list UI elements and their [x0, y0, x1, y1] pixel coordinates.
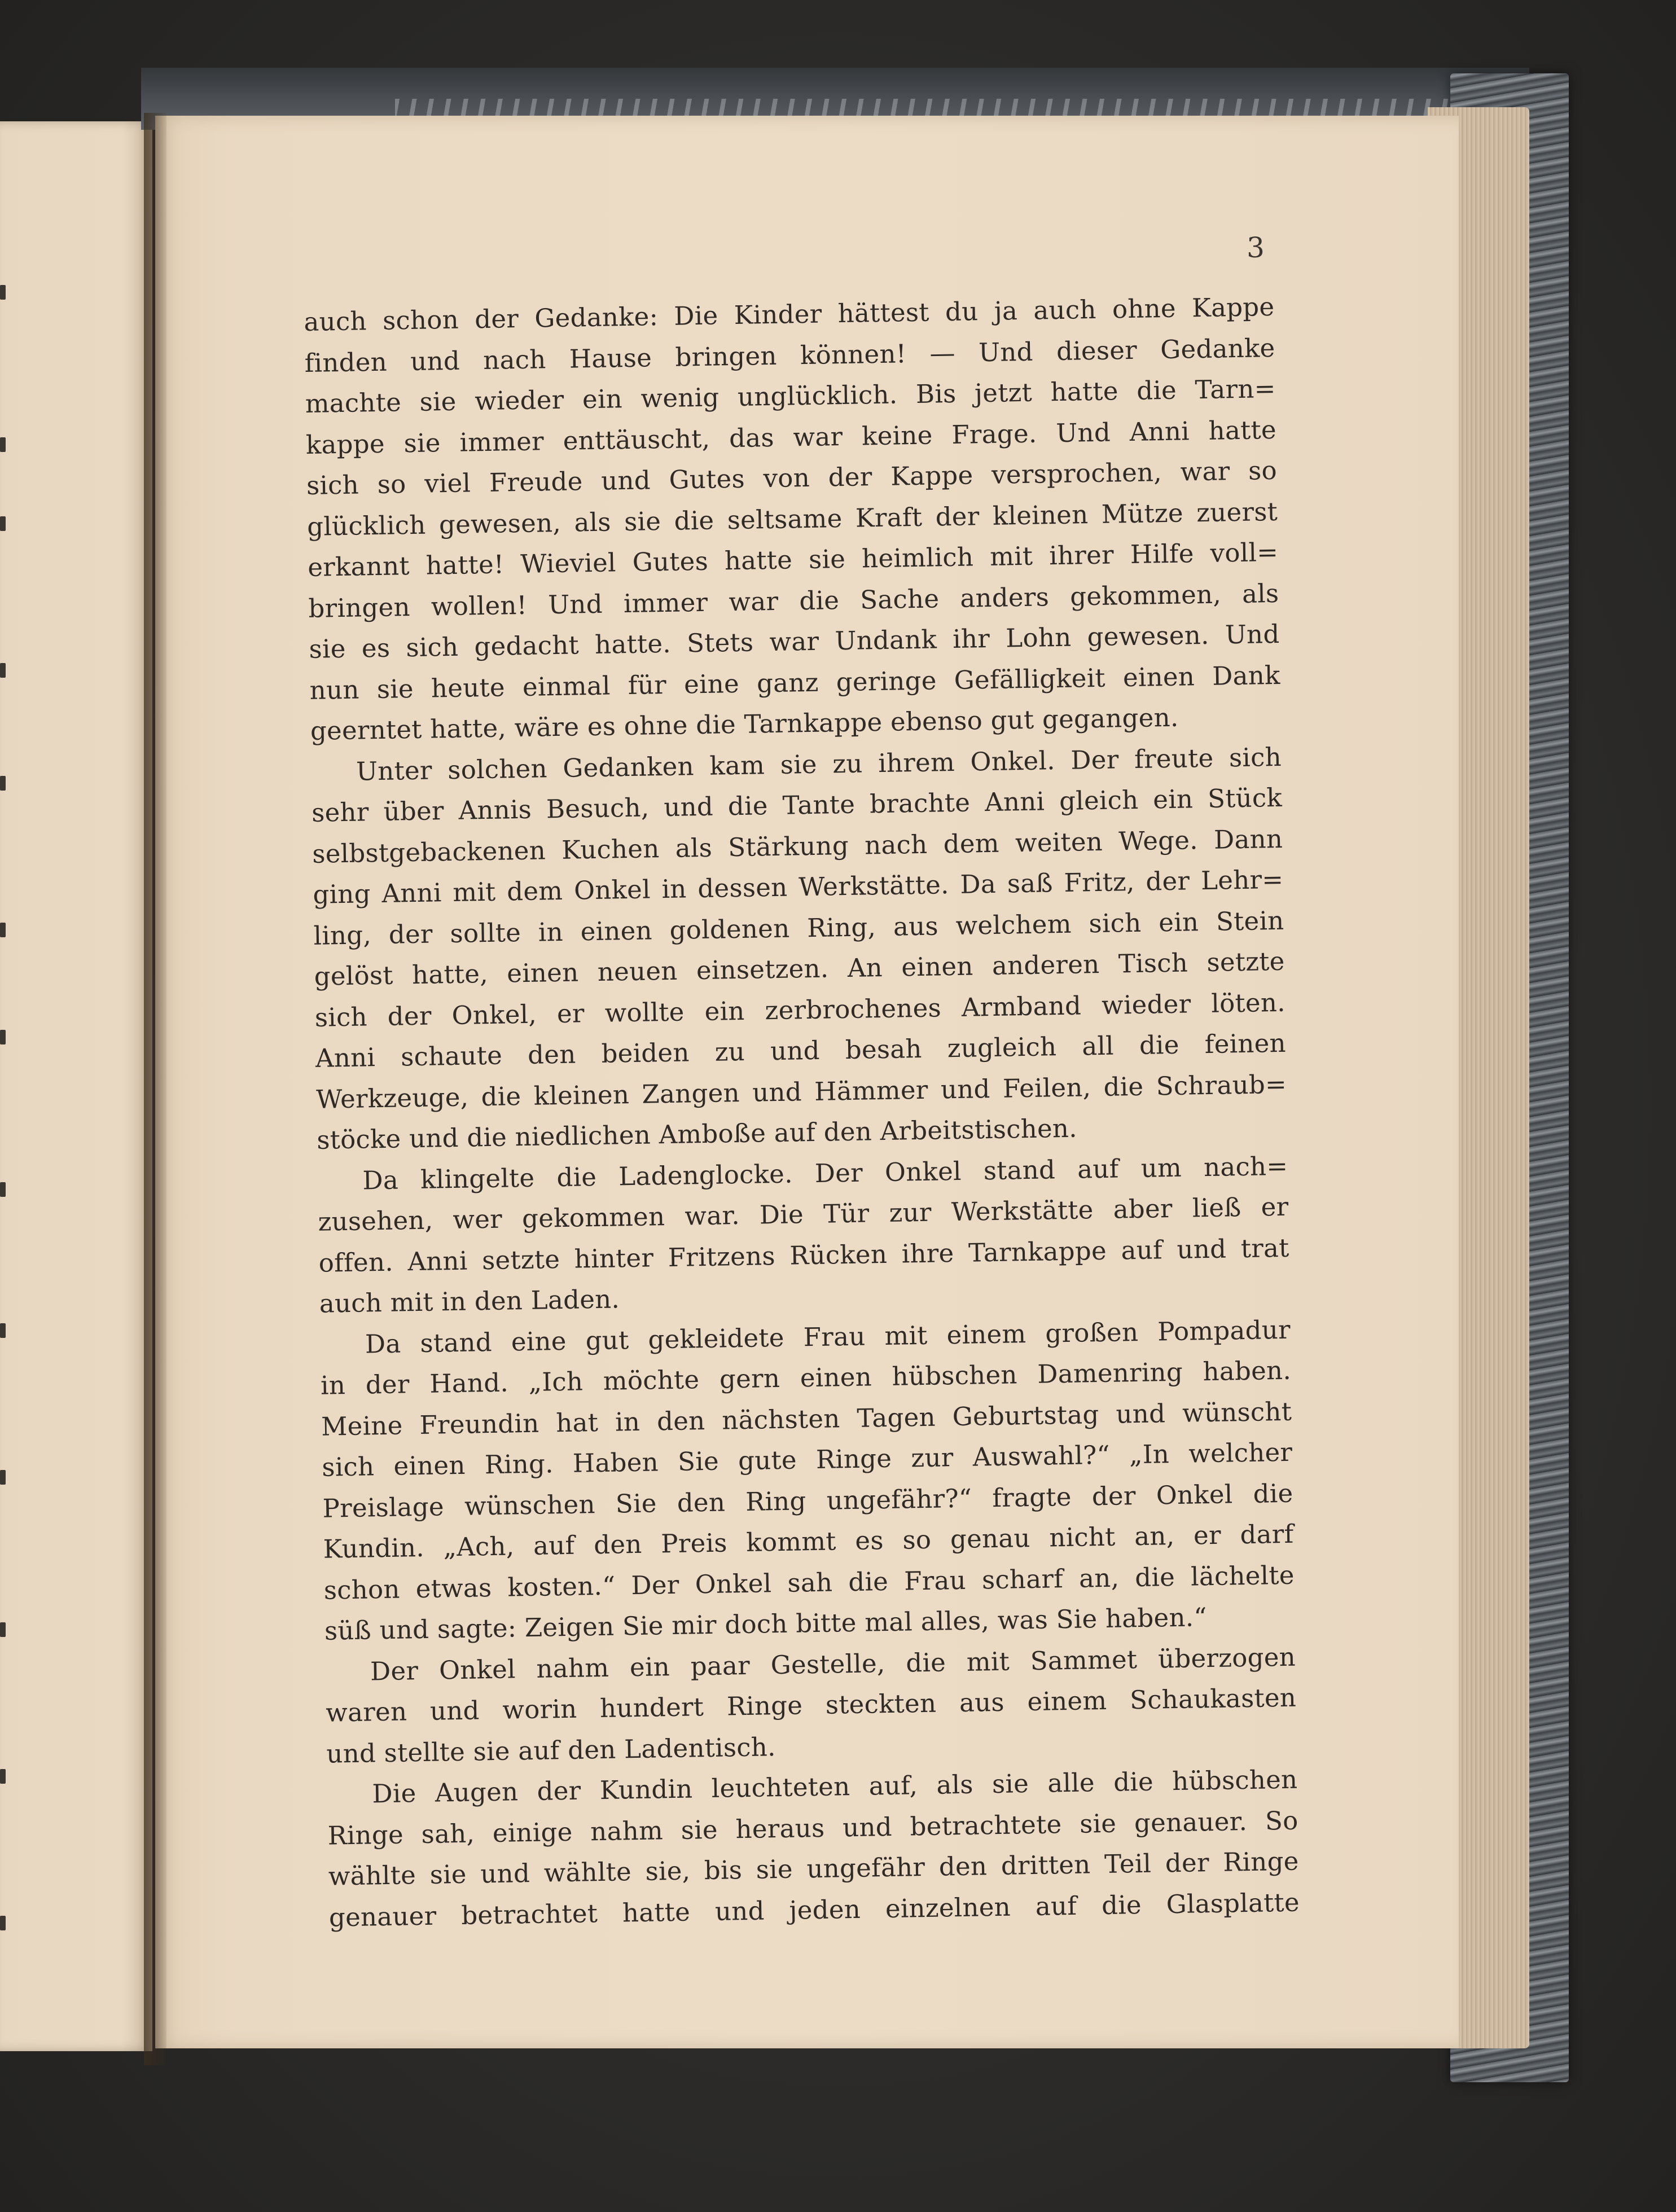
text-line: auch schon der Gedanke: Die Kinder hättest du ja auch ohne Kappe	[304, 291, 1275, 337]
text-line: Da stand eine gut gekleidete Frau mit einem großen Pompadur	[365, 1314, 1291, 1359]
edge-mark	[0, 516, 6, 531]
edge-mark	[0, 437, 6, 452]
text-line: auch mit in den Laden.	[319, 1284, 620, 1319]
text-line: sich der Onkel, er wollte ein zerbrochenes Armband wieder löten.	[314, 987, 1286, 1033]
text-line: sie es sich gedacht hatte. Stets war Undank ihr Lohn gewesen. Und	[309, 618, 1280, 664]
text-line: kappe sie immer enttäuscht, das war keine Frage. Und Anni hatte	[305, 414, 1277, 460]
edge-mark	[0, 1622, 6, 1637]
edge-mark	[0, 1769, 6, 1784]
text-line: waren und worin hundert Ringe steckten aus einem Schaukasten	[325, 1682, 1297, 1728]
edge-mark	[0, 1030, 6, 1044]
edge-mark	[0, 1470, 6, 1485]
text-line: wählte sie und wählte sie, bis sie ungefähr den dritten Teil der Ringe	[328, 1846, 1300, 1891]
text-line: erkannt hatte! Wieviel Gutes hatte sie heimlich mit ihrer Hilfe voll=	[307, 537, 1279, 582]
gutter-shadow	[144, 113, 166, 2065]
text-line: sich einen Ring. Haben Sie gute Ringe zur Auswahl?“ „In welcher	[322, 1437, 1293, 1482]
edge-mark	[0, 1916, 6, 1930]
edge-mark	[0, 663, 6, 678]
body-text	[304, 287, 1300, 1938]
text-line: Die Augen der Kundin leuchteten auf, als sie alle die hübschen	[372, 1764, 1298, 1809]
text-line: und stellte sie auf den Ladentisch.	[326, 1731, 776, 1769]
edge-mark	[0, 1323, 6, 1338]
edge-mark	[0, 776, 6, 791]
edge-mark	[0, 285, 6, 300]
text-line: glücklich gewesen, als sie die seltsame Kraft der kleinen Mütze zuerst	[306, 496, 1278, 542]
text-line: nun sie heute einmal für eine ganz geringe Gefälligkeit einen Dank	[309, 660, 1281, 705]
text-line: Preislage wünschen Sie den Ring ungefähr?“ fragte der Onkel die	[322, 1478, 1293, 1524]
text-line: geerntet hatte, wäre es ohne die Tarnkappe ebenso gut gegangen.	[310, 702, 1179, 746]
text-line: süß und sagte: Zeigen Sie mir doch bitte mal alles, was Sie haben.“	[324, 1602, 1208, 1646]
text-line: Da klingelte die Ladenglocke. Der Onkel stand auf um nach=	[362, 1151, 1288, 1196]
text-line: machte sie wieder ein wenig unglücklich. Bis jetzt hatte die Tarn=	[305, 373, 1276, 419]
text-line: bringen wollen! Und immer war die Sache anders gekommen, als	[308, 578, 1279, 624]
text-line: ling, der sollte in einen goldenen Ring, aus welchem sich ein Stein	[313, 905, 1284, 951]
text-line: in der Hand. „Ich möchte gern einen hübschen Damenring haben.	[320, 1355, 1292, 1401]
left-page-edge	[0, 121, 152, 2051]
text-line: Unter solchen Gedanken kam sie zu ihrem Onkel. Der freute sich	[356, 741, 1282, 787]
text-line: Ringe sah, einige nahm sie heraus und betrachtete sie genauer. So	[327, 1805, 1298, 1851]
text-line: gelöst hatte, einen neuen einsetzen. An einen anderen Tisch setzte	[314, 946, 1285, 991]
edge-mark	[0, 923, 6, 937]
text-line: zusehen, wer gekommen war. Die Tür zur Werkstätte aber ließ er	[318, 1191, 1289, 1237]
text-line: finden und nach Hause bringen können! — Und dieser Gedanke	[304, 332, 1275, 378]
text-line: sich so viel Freude und Gutes von der Kappe versprochen, war so	[306, 455, 1278, 501]
edge-mark	[0, 1182, 6, 1197]
page-number: 3	[1247, 231, 1265, 264]
text-line: offen. Anni setzte hinter Fritzens Rücken ihre Tarnkappe auf und trat	[318, 1232, 1289, 1278]
text-line: Der Onkel nahm ein paar Gestelle, die mit Sammet überzogen	[370, 1642, 1296, 1686]
text-line: Kundin. „Ach, auf den Preis kommt es so genau nicht an, er darf	[323, 1518, 1294, 1564]
text-line: stöcke und die niedlichen Amboße auf den Arbeitstischen.	[316, 1113, 1078, 1155]
text-line: sehr über Annis Besuch, und die Tante brachte Anni gleich ein Stück	[311, 782, 1283, 828]
text-line: schon etwas kosten.“ Der Onkel sah die Frau scharf an, die lächelte	[323, 1560, 1295, 1605]
text-line: Anni schaute den beiden zu und besah zugleich all die feinen	[315, 1028, 1287, 1073]
text-line: selbstgebackenen Kuchen als Stärkung nach dem weiten Wege. Dann	[311, 823, 1283, 869]
text-line: Meine Freundin hat in den nächsten Tagen Geburtstag und wünscht	[321, 1396, 1292, 1442]
text-line: genauer betrachtet hatte und jeden einzelnen auf die Glasplatte	[328, 1887, 1300, 1933]
text-line: Werkzeuge, die kleinen Zangen und Hämmer und Feilen, die Schraub=	[315, 1069, 1287, 1114]
text-line: ging Anni mit dem Onkel in dessen Werkstätte. Da saß Fritz, der Lehr=	[313, 864, 1284, 910]
